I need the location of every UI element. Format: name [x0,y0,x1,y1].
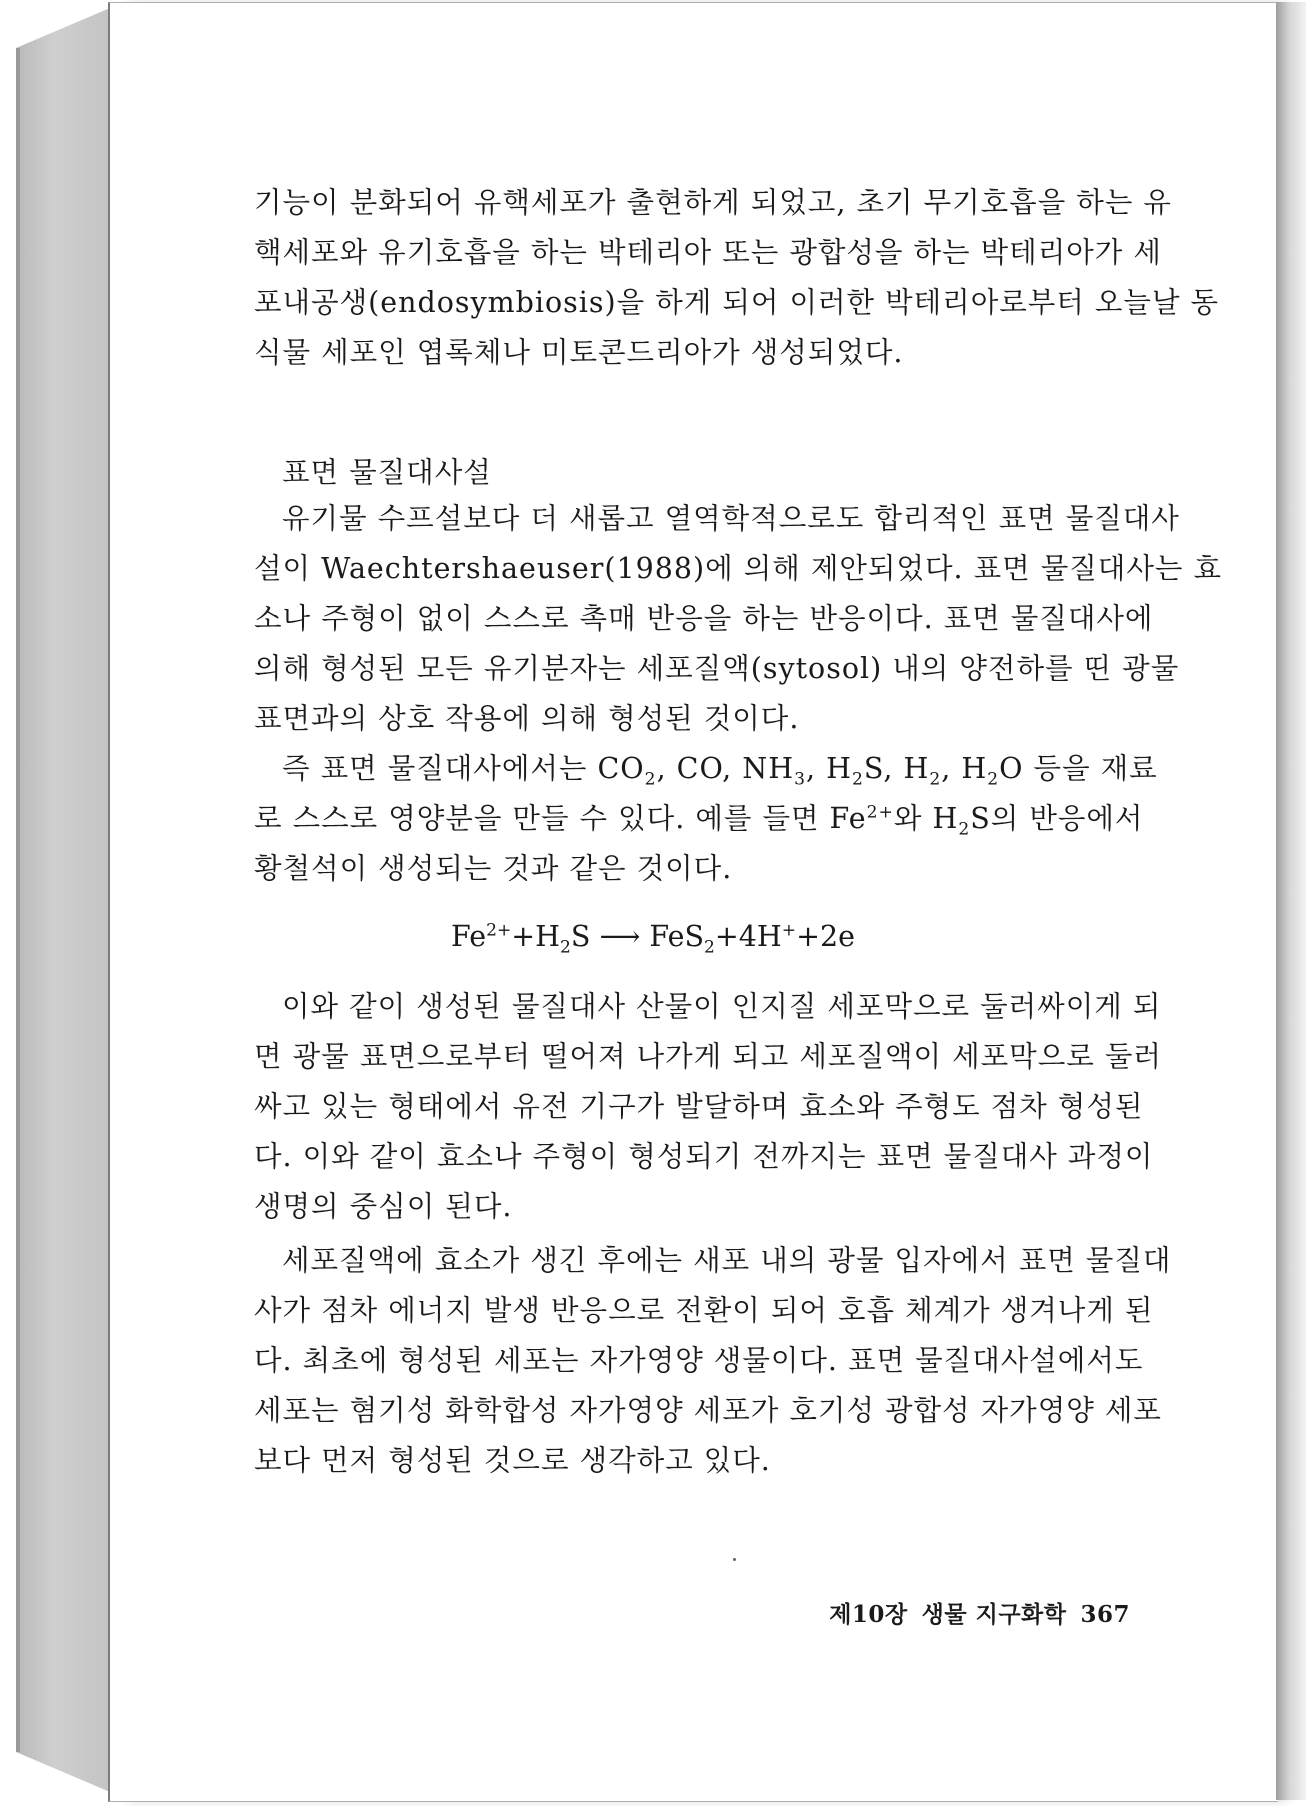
text-line: 세포는 혐기성 화학합성 자가영양 세포가 호기성 광합성 자가영양 세포 [254,1394,1162,1427]
text-line: 즉 표면 물질대사에서는 $CO_2$, CO, $NH_3$, $H_2S$, $H_2$, $H_2O$ 등을 재료 [282,752,1158,790]
text-line: 소나 주형이 없이 스스로 촉매 반응을 하는 반응이다. 표면 물질대사에 [254,602,1154,635]
paragraph-surface-metabolism [254,494,1222,744]
text-line: 표면과의 상호 작용에 의해 형성된 것이다. [254,702,800,735]
section-heading: 표면 물질대사설 [282,456,492,489]
chapter-title: 생물 지구화학 [921,1601,1067,1628]
paragraph-substances [254,744,1158,894]
text-line: 식물 세포인 엽록체나 미토콘드리아가 생성되었다. [254,336,904,369]
spine-edge [16,48,20,1752]
page-footer [829,1596,1130,1629]
text-line: 싸고 있는 형태에서 유전 기구가 발달하며 효소와 주형도 점차 형성된 [254,1090,1144,1123]
paragraph-membrane [254,982,1162,1232]
book-spine [16,8,110,1792]
scan-speck [733,1558,736,1561]
text-line: 의해 형성된 모든 유기분자는 세포질액(sytosol) 내의 양전하를 띤 광물 [254,652,1180,685]
text-line: 사가 점차 에너지 발생 반응으로 전환이 되어 호흡 체계가 생겨나게 된 [254,1294,1154,1327]
chemical-equation: $Fe^{2+}+H_2S$ ⟶ FeS$_2$+4H++2e [450,920,855,958]
text-line: 세포질액에 효소가 생긴 후에는 새포 내의 광물 입자에서 표면 물질대 [282,1244,1172,1277]
text-line: 유기물 수프설보다 더 새롭고 열역학적으로도 합리적인 표면 물질대사 [282,502,1180,535]
text-line: 설이 Waechtershaeuser(1988)에 의해 제안되었다. 표면 물질대사는 효 [254,552,1222,585]
text-line: 포내공생(endosymbiosis)을 하게 되어 이러한 박테리아로부터 오늘날 동 [254,286,1220,319]
paragraph-first-cell [254,1236,1172,1486]
text-line: 황철석이 생성되는 것과 같은 것이다. [254,852,733,885]
page-shadow [1276,2,1306,1800]
text-line: 로 스스로 영양분을 만들 수 있다. 예를 들면 $Fe^{2+}$와 $H_2S$의 반응에서 [254,802,1144,840]
text-line: 생명의 중심이 된다. [254,1190,513,1223]
text-line: 다. 이와 같이 효소나 주형이 형성되기 전까지는 표면 물질대사 과정이 [254,1140,1154,1173]
text-line: 보다 먼저 형성된 것으로 생각하고 있다. [254,1444,771,1477]
text-line: 다. 최초에 형성된 세포는 자가영양 생물이다. 표면 물질대사설에서도 [254,1344,1144,1377]
chapter-label: 제10장 [829,1601,908,1628]
text-line: 기능이 분화되어 유핵세포가 출현하게 되었고, 초기 무기호흡을 하는 유 [254,186,1172,219]
page-number: 367 [1080,1601,1130,1628]
text-line: 핵세포와 유기호흡을 하는 박테리아 또는 광합성을 하는 박테리아가 세 [254,236,1162,269]
paragraph-intro [254,178,1220,378]
text-line: 면 광물 표면으로부터 떨어져 나가게 되고 세포질액이 세포막으로 둘러 [254,1040,1162,1073]
text-line: 이와 같이 생성된 물질대사 산물이 인지질 세포막으로 둘러싸이게 되 [282,990,1162,1023]
